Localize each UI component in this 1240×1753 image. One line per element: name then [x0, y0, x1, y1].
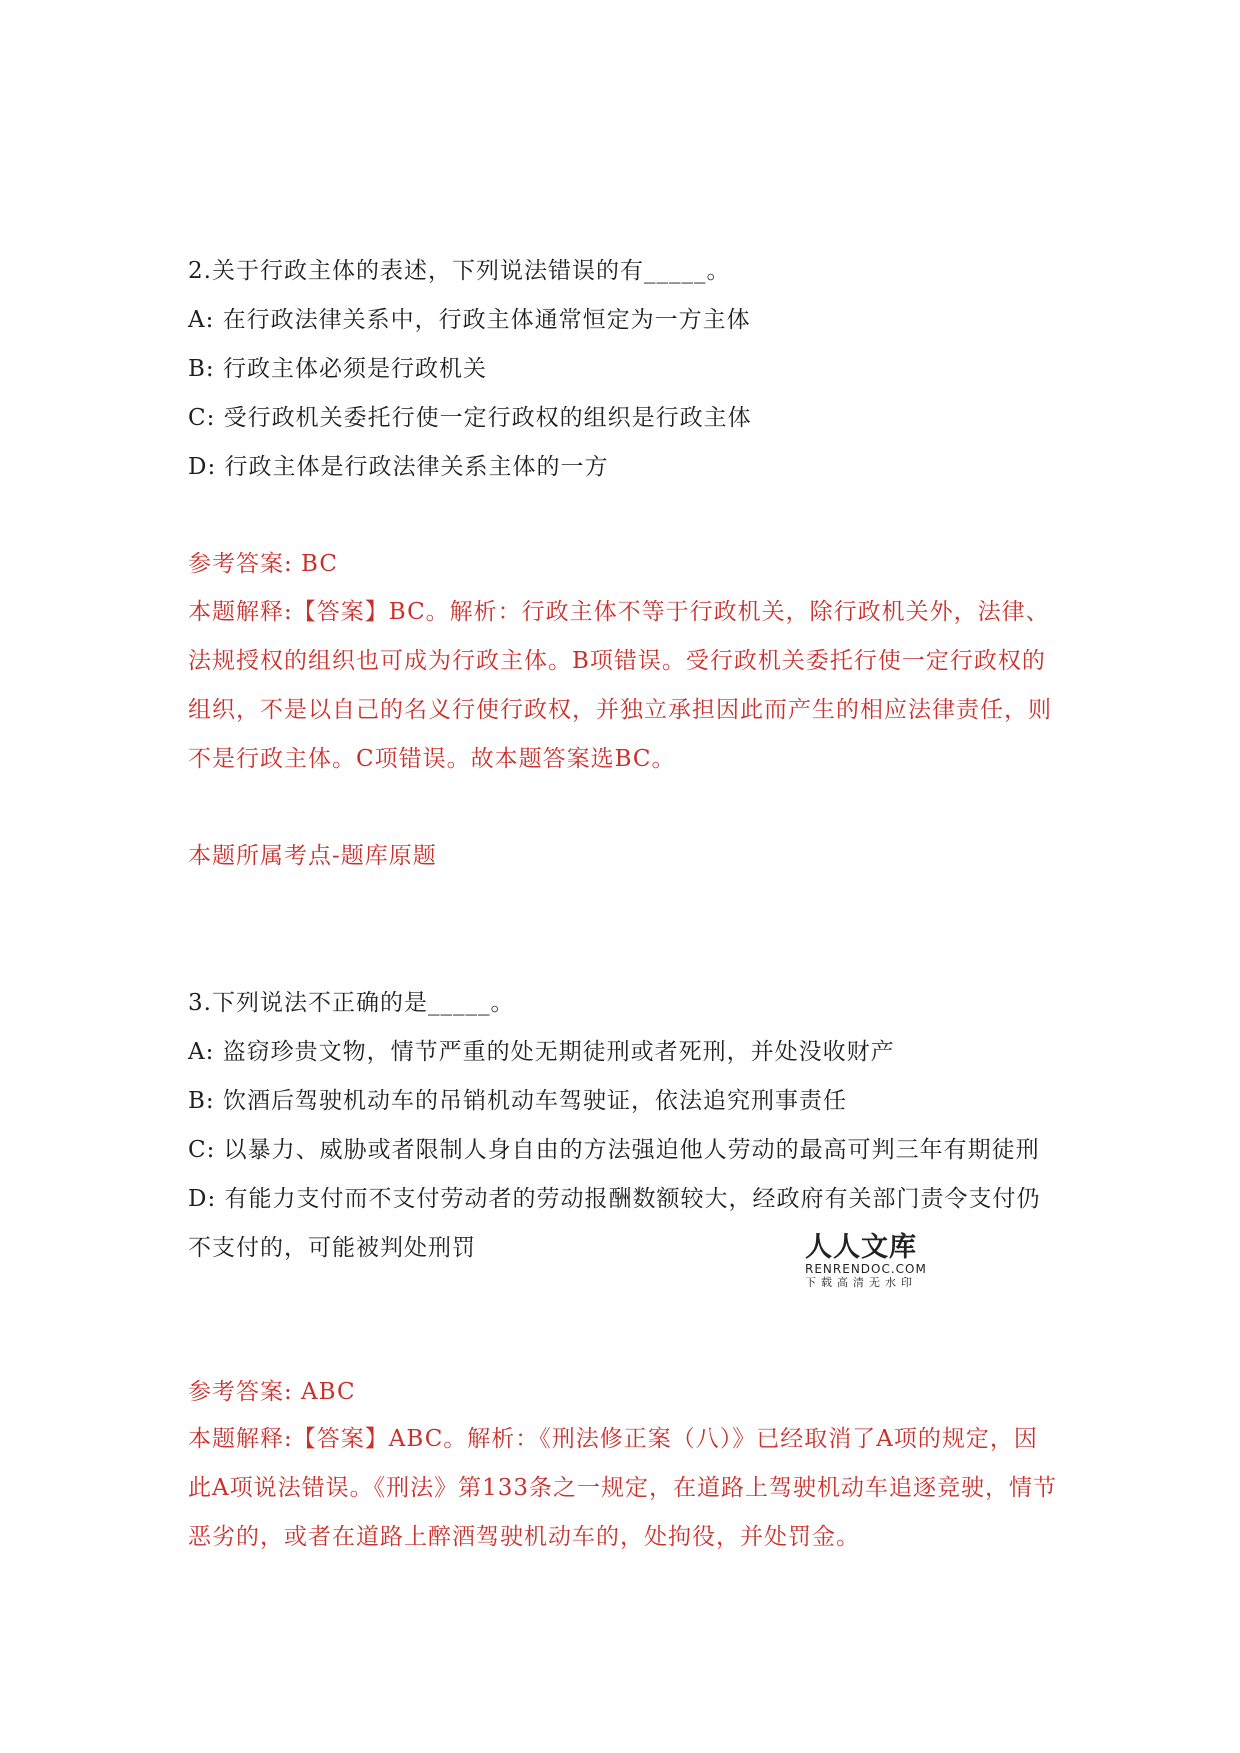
watermark-title: 人人文库: [805, 1232, 917, 1263]
option-c: C: 受行政机关委托行使一定行政权的组织是行政主体: [188, 405, 752, 431]
watermark-subtitle: 下载高清无水印: [805, 1276, 917, 1289]
option-c: C: 以暴力、威胁或者限制人身自由的方法强迫他人劳动的最高可判三年有期徒刑: [188, 1137, 1040, 1163]
question-2: [188, 247, 1058, 492]
watermark-url: RENRENDOC.COM: [805, 1262, 927, 1276]
answer-explanation: 本题解释:【答案】ABC。解析：《刑法修正案（八）》已经取消了A项的规定，因此A项说法错误。《刑法》第133条之一规定，在道路上驾驶机动车追逐竞驶，情节恶劣的，或者在道路上醉酒驾驶机动车的，处拘役，并处罚金。: [188, 1426, 1058, 1550]
question-stem: 3.下列说法不正确的是_____。: [188, 990, 515, 1016]
option-a: A: 在行政法律关系中，行政主体通常恒定为一方主体: [188, 307, 751, 333]
renrendoc-watermark-logo: [805, 1234, 935, 1290]
option-d: D: 有能力支付而不支付劳动者的劳动报酬数额较大，经政府有关部门责令支付仍不支付的，可能被判处刑罚: [188, 1186, 1041, 1261]
question-3: [188, 979, 1058, 1273]
knowledge-point: 本题所属考点-题库原题: [188, 843, 437, 869]
option-b: B: 行政主体必须是行政机关: [188, 356, 487, 382]
reference-answer: 参考答案: BC: [188, 551, 338, 577]
reference-answer: 参考答案: ABC: [188, 1379, 356, 1405]
option-b: B: 饮酒后驾驶机动车的吊销机动车驾驶证，依法追究刑事责任: [188, 1088, 847, 1114]
option-d: D: 行政主体是行政法律关系主体的一方: [188, 454, 609, 480]
answer-explanation: 本题解释:【答案】BC。解析：行政主体不等于行政机关，除行政机关外，法律、法规授权的组织也可成为行政主体。B项错误。受行政机关委托行使一定行政权的组织，不是以自己的名义行使行政权，并独立承担因此而产生的相应法律责任，则不是行政主体。C项错误。故本题答案选BC。: [188, 599, 1052, 772]
option-a: A: 盗窃珍贵文物，情节严重的处无期徒刑或者死刑，并处没收财产: [188, 1039, 895, 1065]
question-stem: 2.关于行政主体的表述，下列说法错误的有_____。: [188, 258, 731, 284]
